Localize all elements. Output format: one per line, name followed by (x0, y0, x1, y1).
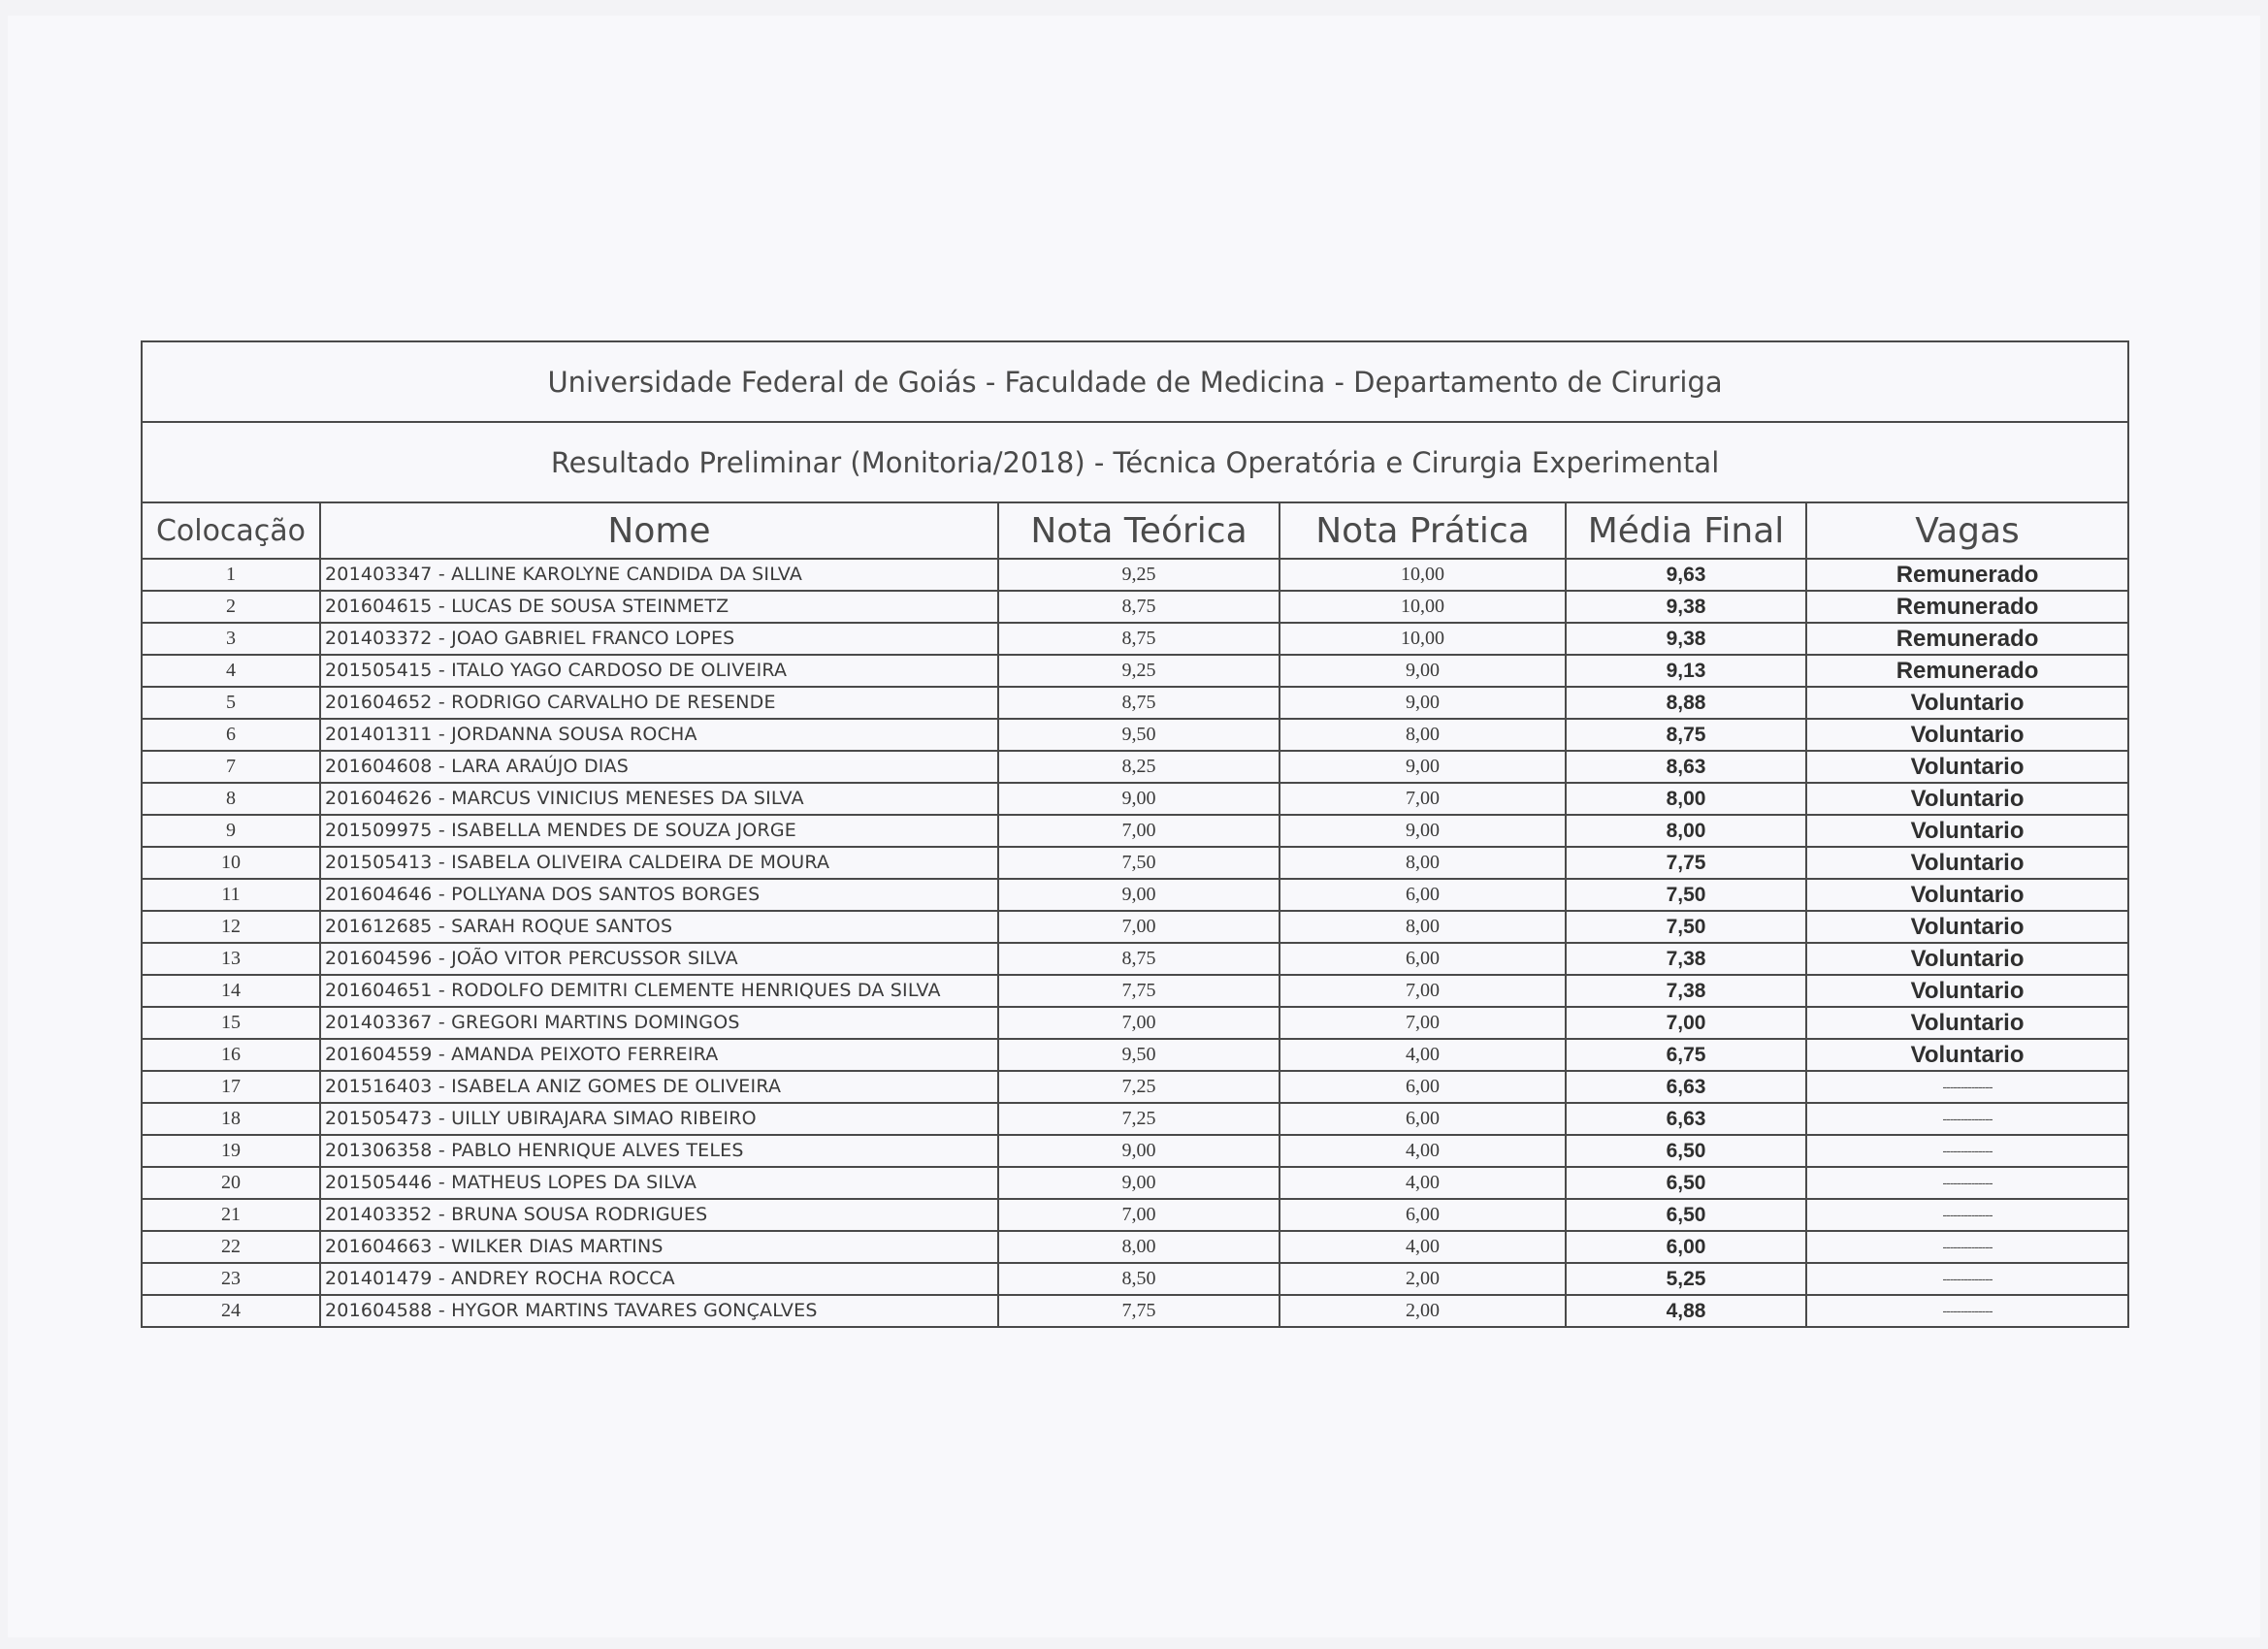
name-cell: 201401311 - JORDANNA SOUSA ROCHA (320, 719, 998, 751)
header-practice: Nota Prática (1280, 502, 1566, 559)
practice-grade-cell: 7,00 (1280, 783, 1566, 815)
final-grade-cell: 8,88 (1566, 687, 1806, 719)
rank-cell: 16 (142, 1039, 320, 1071)
practice-grade-cell: 4,00 (1280, 1231, 1566, 1263)
name-cell: 201509975 - ISABELLA MENDES DE SOUZA JORGE (320, 815, 998, 847)
table-row (142, 559, 2128, 591)
final-grade-cell: 4,88 (1566, 1295, 1806, 1327)
table-row (142, 783, 2128, 815)
rank-cell: 11 (142, 879, 320, 911)
vacancy-cell: Voluntario (1806, 815, 2128, 847)
theory-grade-cell: 8,75 (998, 623, 1280, 655)
name-cell: 201505446 - MATHEUS LOPES DA SILVA (320, 1167, 998, 1199)
theory-grade-cell: 8,75 (998, 943, 1280, 975)
practice-grade-cell: 9,00 (1280, 687, 1566, 719)
name-cell: 201516403 - ISABELA ANIZ GOMES DE OLIVEIRA (320, 1071, 998, 1103)
final-grade-cell: 6,50 (1566, 1167, 1806, 1199)
theory-grade-cell: 8,50 (998, 1263, 1280, 1295)
theory-grade-cell: 9,00 (998, 1135, 1280, 1167)
vacancy-cell: Voluntario (1806, 975, 2128, 1007)
theory-grade-cell: 8,00 (998, 1231, 1280, 1263)
table-row (142, 1103, 2128, 1135)
theory-grade-cell: 8,75 (998, 591, 1280, 623)
header-theory: Nota Teórica (998, 502, 1280, 559)
table-row (142, 1295, 2128, 1327)
name-cell: 201612685 - SARAH ROQUE SANTOS (320, 911, 998, 943)
table-row (142, 1263, 2128, 1295)
rank-cell: 7 (142, 751, 320, 783)
practice-grade-cell: 6,00 (1280, 879, 1566, 911)
practice-grade-cell: 4,00 (1280, 1039, 1566, 1071)
name-cell: 201604559 - AMANDA PEIXOTO FERREIRA (320, 1039, 998, 1071)
name-cell: 201604626 - MARCUS VINICIUS MENESES DA SILVA (320, 783, 998, 815)
name-cell: 201403352 - BRUNA SOUSA RODRIGUES (320, 1199, 998, 1231)
institution-row (142, 341, 2128, 422)
final-grade-cell: 9,63 (1566, 559, 1806, 591)
final-grade-cell: 8,00 (1566, 815, 1806, 847)
table-row (142, 1039, 2128, 1071)
table-row (142, 943, 2128, 975)
vacancy-cell: Remunerado (1806, 623, 2128, 655)
rank-cell: 20 (142, 1167, 320, 1199)
vacancy-cell: -------------- (1806, 1103, 2128, 1135)
final-grade-cell: 8,75 (1566, 719, 1806, 751)
practice-grade-cell: 6,00 (1280, 1103, 1566, 1135)
vacancy-cell: Voluntario (1806, 719, 2128, 751)
rank-cell: 21 (142, 1199, 320, 1231)
practice-grade-cell: 4,00 (1280, 1167, 1566, 1199)
practice-grade-cell: 6,00 (1280, 1199, 1566, 1231)
vacancy-cell: Remunerado (1806, 655, 2128, 687)
theory-grade-cell: 7,25 (998, 1103, 1280, 1135)
final-grade-cell: 6,63 (1566, 1103, 1806, 1135)
name-cell: 201604588 - HYGOR MARTINS TAVARES GONÇALVES (320, 1295, 998, 1327)
theory-grade-cell: 9,50 (998, 719, 1280, 751)
final-grade-cell: 7,00 (1566, 1007, 1806, 1039)
theory-grade-cell: 7,00 (998, 815, 1280, 847)
name-cell: 201403372 - JOAO GABRIEL FRANCO LOPES (320, 623, 998, 655)
table-row (142, 911, 2128, 943)
practice-grade-cell: 8,00 (1280, 847, 1566, 879)
vacancy-cell: Remunerado (1806, 591, 2128, 623)
practice-grade-cell: 6,00 (1280, 1071, 1566, 1103)
name-cell: 201604608 - LARA ARAÚJO DIAS (320, 751, 998, 783)
theory-grade-cell: 9,25 (998, 559, 1280, 591)
table-row (142, 591, 2128, 623)
final-grade-cell: 7,38 (1566, 975, 1806, 1007)
vacancy-cell: Voluntario (1806, 847, 2128, 879)
practice-grade-cell: 9,00 (1280, 655, 1566, 687)
result-subtitle: Resultado Preliminar (Monitoria/2018) - Técnica Operatória e Cirurgia Experimental (142, 422, 2128, 502)
header-name: Nome (320, 502, 998, 559)
rank-cell: 5 (142, 687, 320, 719)
practice-grade-cell: 10,00 (1280, 559, 1566, 591)
name-cell: 201401479 - ANDREY ROCHA ROCCA (320, 1263, 998, 1295)
practice-grade-cell: 10,00 (1280, 591, 1566, 623)
practice-grade-cell: 7,00 (1280, 975, 1566, 1007)
theory-grade-cell: 7,50 (998, 847, 1280, 879)
name-cell: 201604652 - RODRIGO CARVALHO DE RESENDE (320, 687, 998, 719)
practice-grade-cell: 2,00 (1280, 1263, 1566, 1295)
vacancy-cell: Voluntario (1806, 879, 2128, 911)
name-cell: 201505473 - UILLY UBIRAJARA SIMAO RIBEIRO (320, 1103, 998, 1135)
theory-grade-cell: 7,00 (998, 1199, 1280, 1231)
rank-cell: 22 (142, 1231, 320, 1263)
table-row (142, 975, 2128, 1007)
rank-cell: 19 (142, 1135, 320, 1167)
table-row (142, 719, 2128, 751)
table-row (142, 623, 2128, 655)
final-grade-cell: 7,50 (1566, 879, 1806, 911)
rank-cell: 14 (142, 975, 320, 1007)
vacancy-cell: -------------- (1806, 1071, 2128, 1103)
final-grade-cell: 6,50 (1566, 1199, 1806, 1231)
rank-cell: 17 (142, 1071, 320, 1103)
theory-grade-cell: 7,75 (998, 975, 1280, 1007)
vacancy-cell: Remunerado (1806, 559, 2128, 591)
vacancy-cell: -------------- (1806, 1263, 2128, 1295)
table-row (142, 1071, 2128, 1103)
table-row (142, 1199, 2128, 1231)
table-row (142, 1231, 2128, 1263)
practice-grade-cell: 9,00 (1280, 815, 1566, 847)
rank-cell: 1 (142, 559, 320, 591)
results-table (141, 340, 2129, 1328)
practice-grade-cell: 2,00 (1280, 1295, 1566, 1327)
vacancy-cell: Voluntario (1806, 943, 2128, 975)
column-header-row (142, 502, 2128, 559)
theory-grade-cell: 7,00 (998, 911, 1280, 943)
theory-grade-cell: 9,25 (998, 655, 1280, 687)
practice-grade-cell: 10,00 (1280, 623, 1566, 655)
final-grade-cell: 9,38 (1566, 591, 1806, 623)
theory-grade-cell: 9,00 (998, 1167, 1280, 1199)
rank-cell: 8 (142, 783, 320, 815)
rank-cell: 13 (142, 943, 320, 975)
rank-cell: 6 (142, 719, 320, 751)
final-grade-cell: 5,25 (1566, 1263, 1806, 1295)
rank-cell: 15 (142, 1007, 320, 1039)
rank-cell: 4 (142, 655, 320, 687)
vacancy-cell: Voluntario (1806, 751, 2128, 783)
rank-cell: 10 (142, 847, 320, 879)
table-row (142, 687, 2128, 719)
table-row (142, 1167, 2128, 1199)
final-grade-cell: 6,50 (1566, 1135, 1806, 1167)
rank-cell: 23 (142, 1263, 320, 1295)
name-cell: 201604646 - POLLYANA DOS SANTOS BORGES (320, 879, 998, 911)
practice-grade-cell: 8,00 (1280, 719, 1566, 751)
rank-cell: 2 (142, 591, 320, 623)
name-cell: 201604663 - WILKER DIAS MARTINS (320, 1231, 998, 1263)
table-row (142, 1135, 2128, 1167)
name-cell: 201604615 - LUCAS DE SOUSA STEINMETZ (320, 591, 998, 623)
vacancy-cell: Voluntario (1806, 1039, 2128, 1071)
theory-grade-cell: 7,25 (998, 1071, 1280, 1103)
theory-grade-cell: 9,50 (998, 1039, 1280, 1071)
header-rank: Colocação (142, 502, 320, 559)
final-grade-cell: 9,13 (1566, 655, 1806, 687)
theory-grade-cell: 9,00 (998, 783, 1280, 815)
theory-grade-cell: 8,75 (998, 687, 1280, 719)
table-row (142, 655, 2128, 687)
institution-title: Universidade Federal de Goiás - Faculdade de Medicina - Departamento de Ciruriga (142, 341, 2128, 422)
vacancy-cell: -------------- (1806, 1135, 2128, 1167)
vacancy-cell: -------------- (1806, 1167, 2128, 1199)
name-cell: 201505413 - ISABELA OLIVEIRA CALDEIRA DE MOURA (320, 847, 998, 879)
vacancy-cell: Voluntario (1806, 1007, 2128, 1039)
theory-grade-cell: 9,00 (998, 879, 1280, 911)
final-grade-cell: 8,00 (1566, 783, 1806, 815)
practice-grade-cell: 9,00 (1280, 751, 1566, 783)
table-row (142, 847, 2128, 879)
final-grade-cell: 8,63 (1566, 751, 1806, 783)
subtitle-row (142, 422, 2128, 502)
table-row (142, 815, 2128, 847)
name-cell: 201403347 - ALLINE KAROLYNE CANDIDA DA SILVA (320, 559, 998, 591)
theory-grade-cell: 7,00 (998, 1007, 1280, 1039)
name-cell: 201604651 - RODOLFO DEMITRI CLEMENTE HENRIQUES DA SILVA (320, 975, 998, 1007)
name-cell: 201403367 - GREGORI MARTINS DOMINGOS (320, 1007, 998, 1039)
final-grade-cell: 6,00 (1566, 1231, 1806, 1263)
header-vacancy: Vagas (1806, 502, 2128, 559)
vacancy-cell: -------------- (1806, 1295, 2128, 1327)
rank-cell: 18 (142, 1103, 320, 1135)
practice-grade-cell: 6,00 (1280, 943, 1566, 975)
rank-cell: 3 (142, 623, 320, 655)
vacancy-cell: -------------- (1806, 1231, 2128, 1263)
practice-grade-cell: 8,00 (1280, 911, 1566, 943)
vacancy-cell: Voluntario (1806, 783, 2128, 815)
theory-grade-cell: 7,75 (998, 1295, 1280, 1327)
vacancy-cell: Voluntario (1806, 911, 2128, 943)
name-cell: 201306358 - PABLO HENRIQUE ALVES TELES (320, 1135, 998, 1167)
rank-cell: 9 (142, 815, 320, 847)
vacancy-cell: Voluntario (1806, 687, 2128, 719)
name-cell: 201505415 - ITALO YAGO CARDOSO DE OLIVEIRA (320, 655, 998, 687)
practice-grade-cell: 7,00 (1280, 1007, 1566, 1039)
final-grade-cell: 7,75 (1566, 847, 1806, 879)
rank-cell: 24 (142, 1295, 320, 1327)
final-grade-cell: 6,63 (1566, 1071, 1806, 1103)
final-grade-cell: 7,50 (1566, 911, 1806, 943)
final-grade-cell: 9,38 (1566, 623, 1806, 655)
table-row (142, 879, 2128, 911)
theory-grade-cell: 8,25 (998, 751, 1280, 783)
final-grade-cell: 6,75 (1566, 1039, 1806, 1071)
final-grade-cell: 7,38 (1566, 943, 1806, 975)
rank-cell: 12 (142, 911, 320, 943)
header-final: Média Final (1566, 502, 1806, 559)
practice-grade-cell: 4,00 (1280, 1135, 1566, 1167)
table-row (142, 751, 2128, 783)
name-cell: 201604596 - JOÃO VITOR PERCUSSOR SILVA (320, 943, 998, 975)
vacancy-cell: -------------- (1806, 1199, 2128, 1231)
table-row (142, 1007, 2128, 1039)
